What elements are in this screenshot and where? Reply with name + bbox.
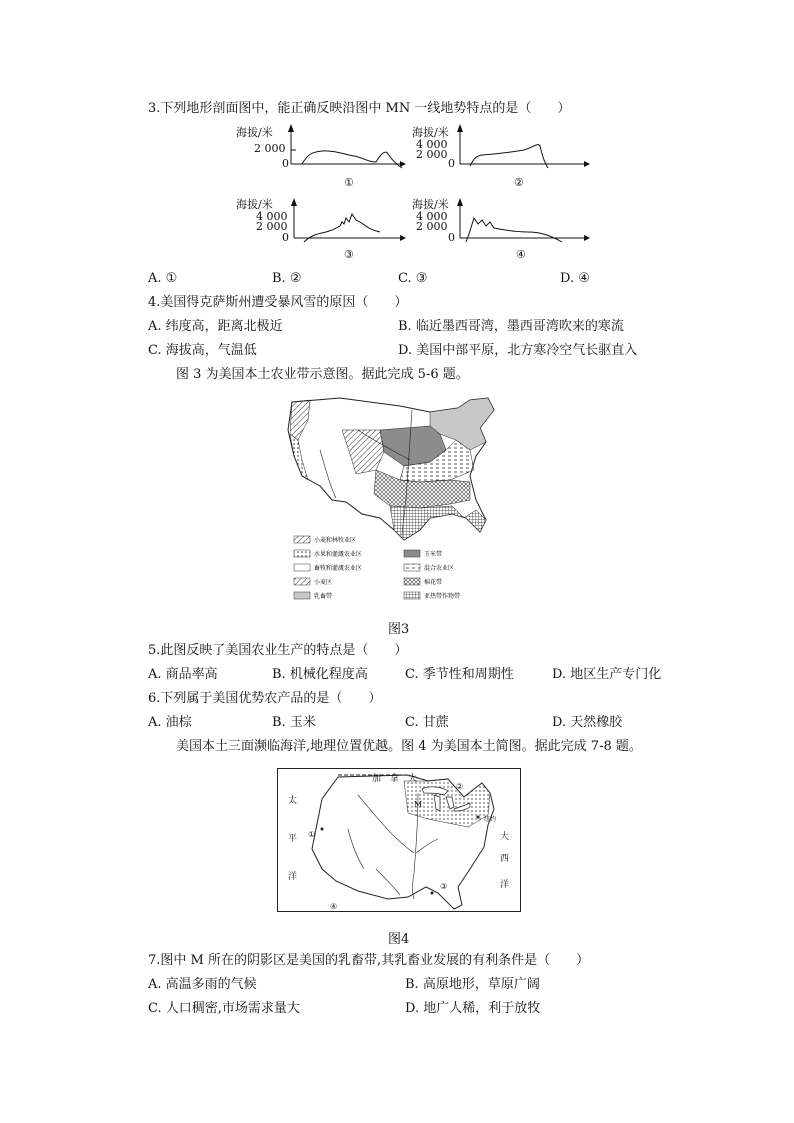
q5-option-a[interactable]: A. 商品率高: [148, 667, 218, 682]
q7-option-c[interactable]: C. 人口稠密,市场需求量大: [148, 1001, 300, 1016]
legend-livestock-irrigation: 畜牧和灌溉农业区: [314, 565, 363, 572]
profile-ylabel: 海拔/米: [412, 198, 449, 211]
tick-label: 4 000: [416, 210, 448, 223]
label-newyork: 纽约: [484, 816, 497, 823]
q7-option-a[interactable]: A. 高温多雨的气候: [148, 977, 257, 992]
tick-label: 0: [282, 231, 289, 244]
fig4-caption: 图4: [388, 932, 410, 947]
tick-label: 2 000: [416, 220, 448, 233]
tick-label: 2 000: [254, 142, 286, 155]
profile-2: [412, 124, 592, 190]
q6-option-c[interactable]: C. 甘蔗: [405, 715, 449, 730]
label-2: ②: [456, 782, 464, 791]
legend-corn: 玉米带: [424, 551, 443, 558]
q4-option-b[interactable]: B. 临近墨西哥湾，墨西哥湾吹来的寒流: [398, 319, 624, 334]
label-m: M: [414, 800, 423, 809]
q4-option-a[interactable]: A. 纬度高，距离北极近: [148, 319, 283, 334]
profile-1: [236, 124, 406, 190]
intro-fig3: 图 3 为美国本土农业带示意图。据此完成 5-6 题。: [176, 367, 469, 382]
q6-option-a[interactable]: A. 油棕: [148, 715, 192, 730]
profile-number: ①: [344, 176, 354, 189]
tick-label: 0: [448, 231, 455, 244]
q6-stem: 6.下列属于美国优势农产品的是（ ）: [148, 691, 382, 706]
label-canada: 加 拿 大: [372, 774, 418, 784]
tick-label: 4 000: [256, 210, 288, 223]
label-pacific-3: 洋: [288, 872, 298, 882]
q3-option-b[interactable]: B. ②: [272, 271, 302, 286]
profile-4: [412, 194, 592, 264]
profile-3: [236, 194, 406, 264]
legend-wheat-forest: 小麦和林牧业区: [314, 537, 357, 544]
tick-label: 4 000: [416, 138, 448, 151]
label-4: ④: [330, 902, 338, 911]
q5-stem: 5.此图反映了美国农业生产的特点是（ ）: [148, 643, 408, 658]
legend-wheat: 小麦区: [314, 579, 333, 586]
q4-stem: 4.美国得克萨斯州遭受暴风雪的原因（ ）: [148, 295, 408, 310]
q3-stem: 3.下列地形剖面图中，能正确反映沿图中 MN 一线地势特点的是（ ）: [148, 101, 571, 116]
q6-option-d[interactable]: D. 天然橡胶: [552, 715, 623, 730]
intro-fig4: 美国本土三面濒临海洋,地理位置优越。图 4 为美国本土简图。据此完成 7-8 题。: [176, 739, 642, 754]
q7-option-b[interactable]: B. 高原地形，草原广阔: [405, 977, 540, 992]
legend-dairy: 乳畜带: [314, 593, 333, 600]
legend-subtropical: 亚热带作物带: [424, 593, 461, 600]
q3-option-d[interactable]: D. ④: [560, 271, 590, 286]
label-3: ③: [440, 882, 448, 891]
q6-option-b[interactable]: B. 玉米: [272, 715, 316, 730]
profile-number: ③: [344, 248, 354, 261]
tick-label: 0: [282, 157, 289, 170]
q5-option-c[interactable]: C. 季节性和周期性: [405, 667, 514, 682]
legend-fruit-irrigation: 水果和灌溉农业区: [314, 551, 363, 558]
q5-option-d[interactable]: D. 地区生产专门化: [552, 667, 662, 682]
tick-label: 2 000: [416, 148, 448, 161]
q4-option-d[interactable]: D. 美国中部平原，北方寒冷空气长驱直入: [398, 343, 638, 358]
label-1: ①: [308, 830, 316, 839]
legend-cotton: 棉花带: [424, 579, 443, 586]
fig3-caption: 图3: [388, 622, 410, 637]
label-pacific-2: 平: [288, 834, 298, 844]
q4-option-c[interactable]: C. 海拔高，气温低: [148, 343, 257, 358]
fig4-us-map: [277, 768, 521, 912]
profile-ylabel: 海拔/米: [236, 126, 273, 139]
q5-option-b[interactable]: B. 机械化程度高: [272, 667, 368, 682]
label-atlantic-1: 大: [500, 832, 510, 842]
legend-mixed: 混合农业区: [424, 565, 455, 572]
q7-option-d[interactable]: D. 地广人稀，利于放牧: [405, 1001, 541, 1016]
label-atlantic-2: 西: [500, 854, 510, 864]
profile-number: ④: [516, 248, 526, 261]
q3-option-c[interactable]: C. ③: [398, 271, 428, 286]
q3-option-a[interactable]: A. ①: [148, 271, 178, 286]
profile-number: ②: [514, 176, 524, 189]
label-atlantic-3: 洋: [500, 880, 510, 890]
fig3-agriculture-map: [280, 390, 510, 605]
q7-stem: 7.图中 M 所在的阴影区是美国的乳畜带,其乳畜业发展的有利条件是（ ）: [148, 953, 590, 968]
label-pacific-1: 太: [288, 796, 298, 806]
profile-ylabel: 海拔/米: [236, 198, 273, 211]
tick-label: 2 000: [256, 220, 288, 233]
tick-label: 0: [448, 157, 455, 170]
profile-ylabel: 海拔/米: [412, 126, 449, 139]
